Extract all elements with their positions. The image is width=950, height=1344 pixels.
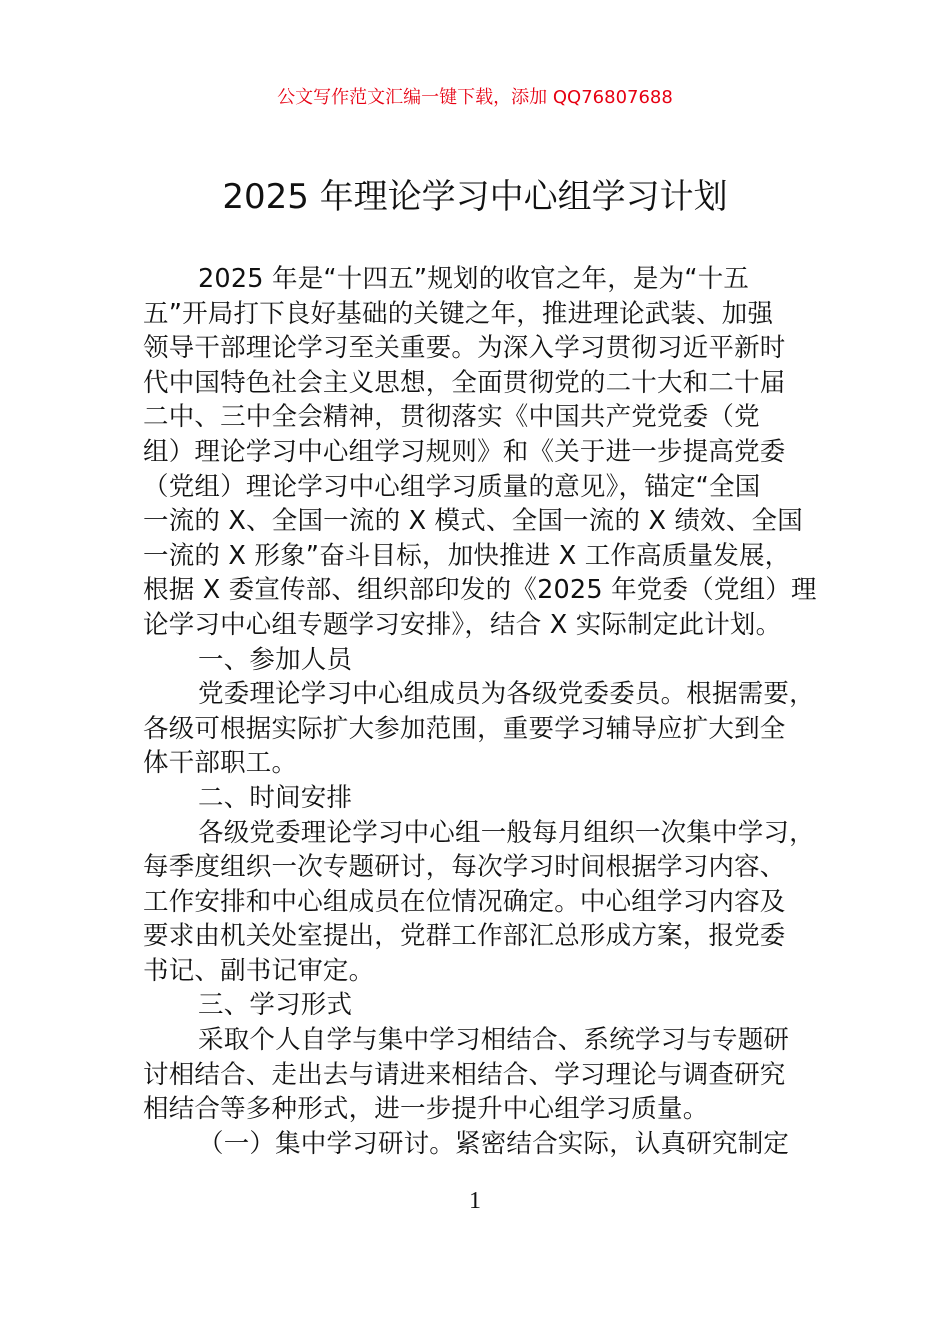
body-line: 工作安排和中心组成员在位情况确定。中心组学习内容及 <box>143 886 786 917</box>
body-line: 五”开局打下良好基础的关键之年，推进理论武装、加强 <box>143 298 774 329</box>
body-line: 二中、三中全会精神，贯彻落实《中国共产党党委（党 <box>143 402 760 433</box>
body-line: 采取个人自学与集中学习相结合、系统学习与专题研 <box>198 1025 790 1056</box>
body-line: 一流的 X 形象”奋斗目标，加快推进 X 工作高质量发展， <box>143 540 791 571</box>
body-line: 相结合等多种形式，进一步提升中心组学习质量。 <box>143 1094 709 1125</box>
page-number: 1 <box>469 1188 481 1214</box>
body-line: 论学习中心组专题学习安排》，结合 X 实际制定此计划。 <box>143 609 782 640</box>
body-line: 代中国特色社会主义思想，全面贯彻党的二十大和二十届 <box>143 367 786 398</box>
body-line: （党组）理论学习中心组学习质量的意见》，锚定“全国 <box>143 471 761 502</box>
body-line: 领导干部理论学习至关重要。为深入学习贯彻习近平新时 <box>143 333 786 364</box>
document-title: 2025 年理论学习中心组学习计划 <box>222 177 728 217</box>
subsection-heading-group-study: （一）集中学习研讨。紧密结合实际，认真研究制定 <box>198 1128 790 1159</box>
body-line: 党委理论学习中心组成员为各级党委委员。根据需要， <box>198 679 815 710</box>
body-line: 一流的 X、全国一流的 X 模式、全国一流的 X 绩效、全国 <box>143 506 803 537</box>
body-line: 根据 X 委宣传部、组织部印发的《2025 年党委（党组）理 <box>143 575 817 606</box>
body-line: 每季度组织一次专题研讨，每次学习时间根据学习内容、 <box>143 852 786 883</box>
body-line: 2025 年是“十四五”规划的收官之年，是为“十五 <box>198 264 750 294</box>
body-line: 要求由机关处室提出，党群工作部汇总形成方案，报党委 <box>143 921 786 952</box>
body-line: 各级可根据实际扩大参加范围，重要学习辅导应扩大到全 <box>143 713 786 744</box>
section-heading-schedule: 二、时间安排 <box>198 782 353 813</box>
body-line: 组）理论学习中心组学习规则》和《关于进一步提高党委 <box>143 436 786 467</box>
section-heading-format: 三、学习形式 <box>198 990 353 1021</box>
section-heading-participants: 一、参加人员 <box>198 644 353 675</box>
document-body <box>143 262 817 1161</box>
download-banner: 公文写作范文汇编一键下载，添加 QQ76807688 <box>277 87 673 108</box>
body-line: 各级党委理论学习中心组一般每月组织一次集中学习， <box>198 817 815 848</box>
body-line: 讨相结合、走出去与请进来相结合、学习理论与调查研究 <box>143 1059 786 1090</box>
body-line: 体干部职工。 <box>143 748 298 779</box>
body-line: 书记、副书记审定。 <box>143 955 375 986</box>
